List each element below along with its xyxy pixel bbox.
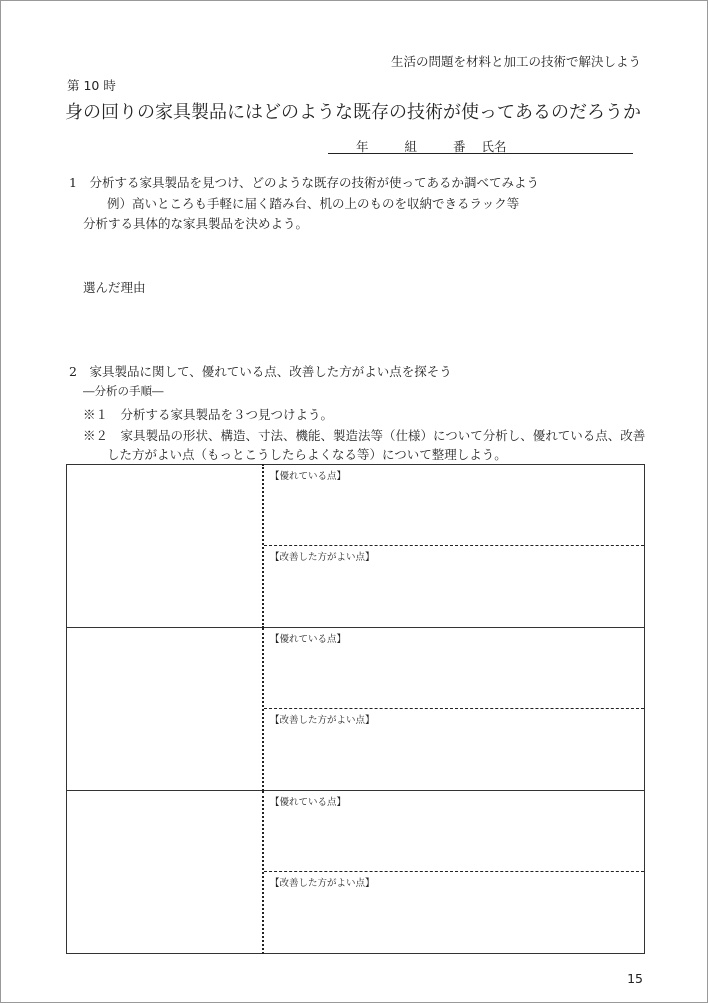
- product-cell[interactable]: [67, 628, 264, 791]
- section1-example: 例）高いところも手軽に届く踏み台、机の上のものを収納できるラック等: [107, 196, 520, 211]
- step1: ※１ 分析する家具製品を３つ見つけよう。: [83, 407, 334, 422]
- section1-prompt: 分析する具体的な家具製品を決めよう。: [83, 216, 309, 231]
- analysis-table: [66, 464, 645, 954]
- improve-points-field[interactable]: [264, 546, 644, 627]
- class-label: 組: [404, 139, 417, 154]
- good-points-field[interactable]: [264, 628, 644, 709]
- good-points-label: 【優れている点】: [270, 471, 347, 482]
- year-label: 年: [356, 139, 369, 154]
- step2-line2: した方がよい点（もっとこうしたらよくなる等）について整理しよう。: [107, 447, 507, 462]
- page-title: 身の回りの家具製品にはどのような既存の技術が使ってあるのだろうか: [65, 102, 641, 123]
- notes-cell: [263, 628, 645, 791]
- step2-line1: ※２ 家具製品の形状、構造、寸法、機能、製造法等（仕様）について分析し、優れている点、改善: [83, 428, 646, 443]
- notes-cell: [263, 465, 645, 628]
- table-row: [67, 465, 645, 628]
- product-cell[interactable]: [67, 465, 264, 628]
- good-points-field[interactable]: [264, 791, 644, 872]
- notes-cell: [263, 791, 645, 954]
- product-cell[interactable]: [67, 791, 264, 954]
- good-points-label: 【優れている点】: [270, 634, 347, 645]
- lesson-number: 第 10 時: [67, 78, 116, 93]
- improve-points-label: 【改善した方がよい点】: [270, 552, 375, 563]
- page-number: 15: [627, 971, 643, 986]
- unit-title: 生活の問題を材料と加工の技術で解決しよう: [390, 54, 641, 69]
- name-underline: [328, 153, 633, 154]
- section1-heading: 1 分析する家具製品を見つけ、どのような既存の技術が使ってあるか調べてみよう: [69, 175, 539, 190]
- table-row: [67, 628, 645, 791]
- good-points-label: 【優れている点】: [270, 797, 347, 808]
- improve-points-label: 【改善した方がよい点】: [270, 878, 375, 889]
- reason-label: 選んだ理由: [83, 280, 146, 295]
- improve-points-field[interactable]: [264, 709, 644, 790]
- improve-points-label: 【改善した方がよい点】: [270, 715, 375, 726]
- table-row: [67, 791, 645, 954]
- section2-heading: 2 家具製品に関して、優れている点、改善した方がよい点を探そう: [69, 364, 452, 379]
- number-label: 番: [452, 139, 466, 154]
- procedure-label: ―分析の手順―: [83, 384, 164, 398]
- name-label: 氏名: [481, 139, 507, 154]
- good-points-field[interactable]: [264, 465, 644, 546]
- improve-points-field[interactable]: [264, 872, 644, 953]
